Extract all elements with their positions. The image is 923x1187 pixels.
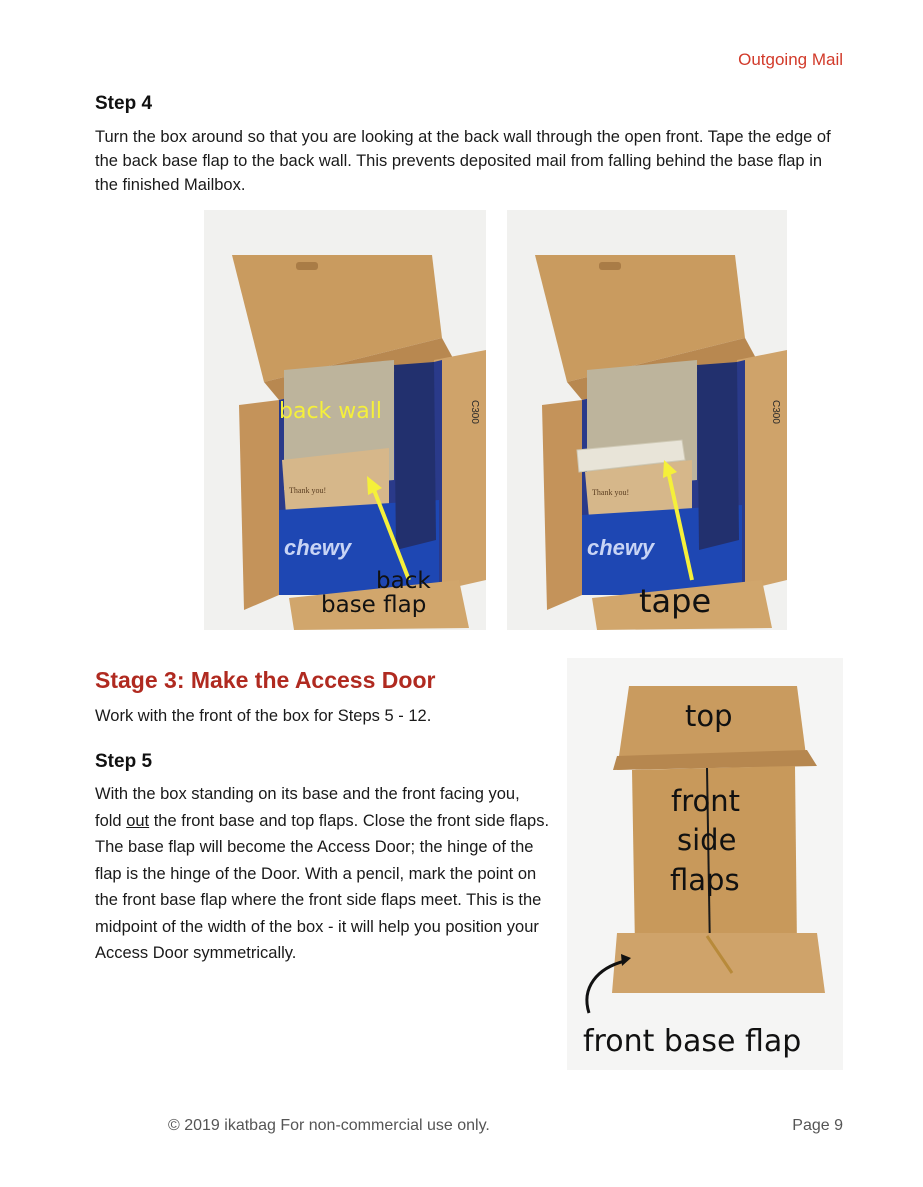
card-text: Thank you! — [289, 486, 327, 495]
step5-text-part2: the front base and top flaps. Close the front side flaps. The base flap will become the Access Door; the hinge of the flap is the hinge of the Door. With a pencil, mark the point on the front base flap where the front side flaps meet. This is the midpoint of the width of the box - it will help you position your Access Door symmetrically. — [95, 811, 550, 962]
step5-text-part1: With the box standing on its base and the front facing you, fold — [95, 785, 520, 830]
label-tape: tape — [639, 582, 712, 620]
stage3-text: Work with the front of the box for Steps 5 - 12. — [95, 707, 432, 725]
step4-text: Turn the box around so that you are looking at the back wall through the open front. Tape the edge of the back base flap to the back wall. This prevents deposited mail from falling behind the base flap in the finished Mailbox. — [95, 128, 831, 194]
step5-heading: Step 5 — [95, 751, 153, 772]
chewy-brand: chewy — [284, 535, 352, 560]
stage3-heading: Stage 3: Make the Access Door — [95, 667, 436, 693]
box-front-illustration — [567, 658, 843, 1070]
footer-copyright: © 2019 ikatbag For non-commercial use only. — [168, 1117, 490, 1134]
page-number: Page 9 — [792, 1117, 843, 1134]
label-side: side — [677, 823, 737, 857]
photo-back-wall — [204, 210, 486, 630]
label-top: top — [685, 699, 733, 733]
box-print: C300 — [469, 400, 480, 424]
photo-tape — [507, 210, 787, 630]
label-flaps: flaps — [670, 863, 740, 897]
box-print: C300 — [770, 400, 781, 424]
photo-front — [567, 658, 843, 1070]
chewy-brand: chewy — [587, 535, 655, 560]
label-back-wall: back wall — [279, 399, 382, 424]
step5-text — [95, 781, 550, 967]
label-back: back — [376, 568, 431, 594]
box-tape-illustration — [507, 210, 787, 630]
section-title: Outgoing Mail — [738, 50, 843, 69]
step5-text-underlined: out — [126, 811, 150, 830]
label-front: front — [671, 784, 740, 818]
card-text: Thank you! — [592, 488, 630, 497]
label-base-flap: base flap — [321, 592, 427, 618]
box-back-wall-illustration — [204, 210, 486, 630]
label-front-base-flap: front base flap — [583, 1024, 802, 1059]
step4-heading: Step 4 — [95, 93, 153, 114]
